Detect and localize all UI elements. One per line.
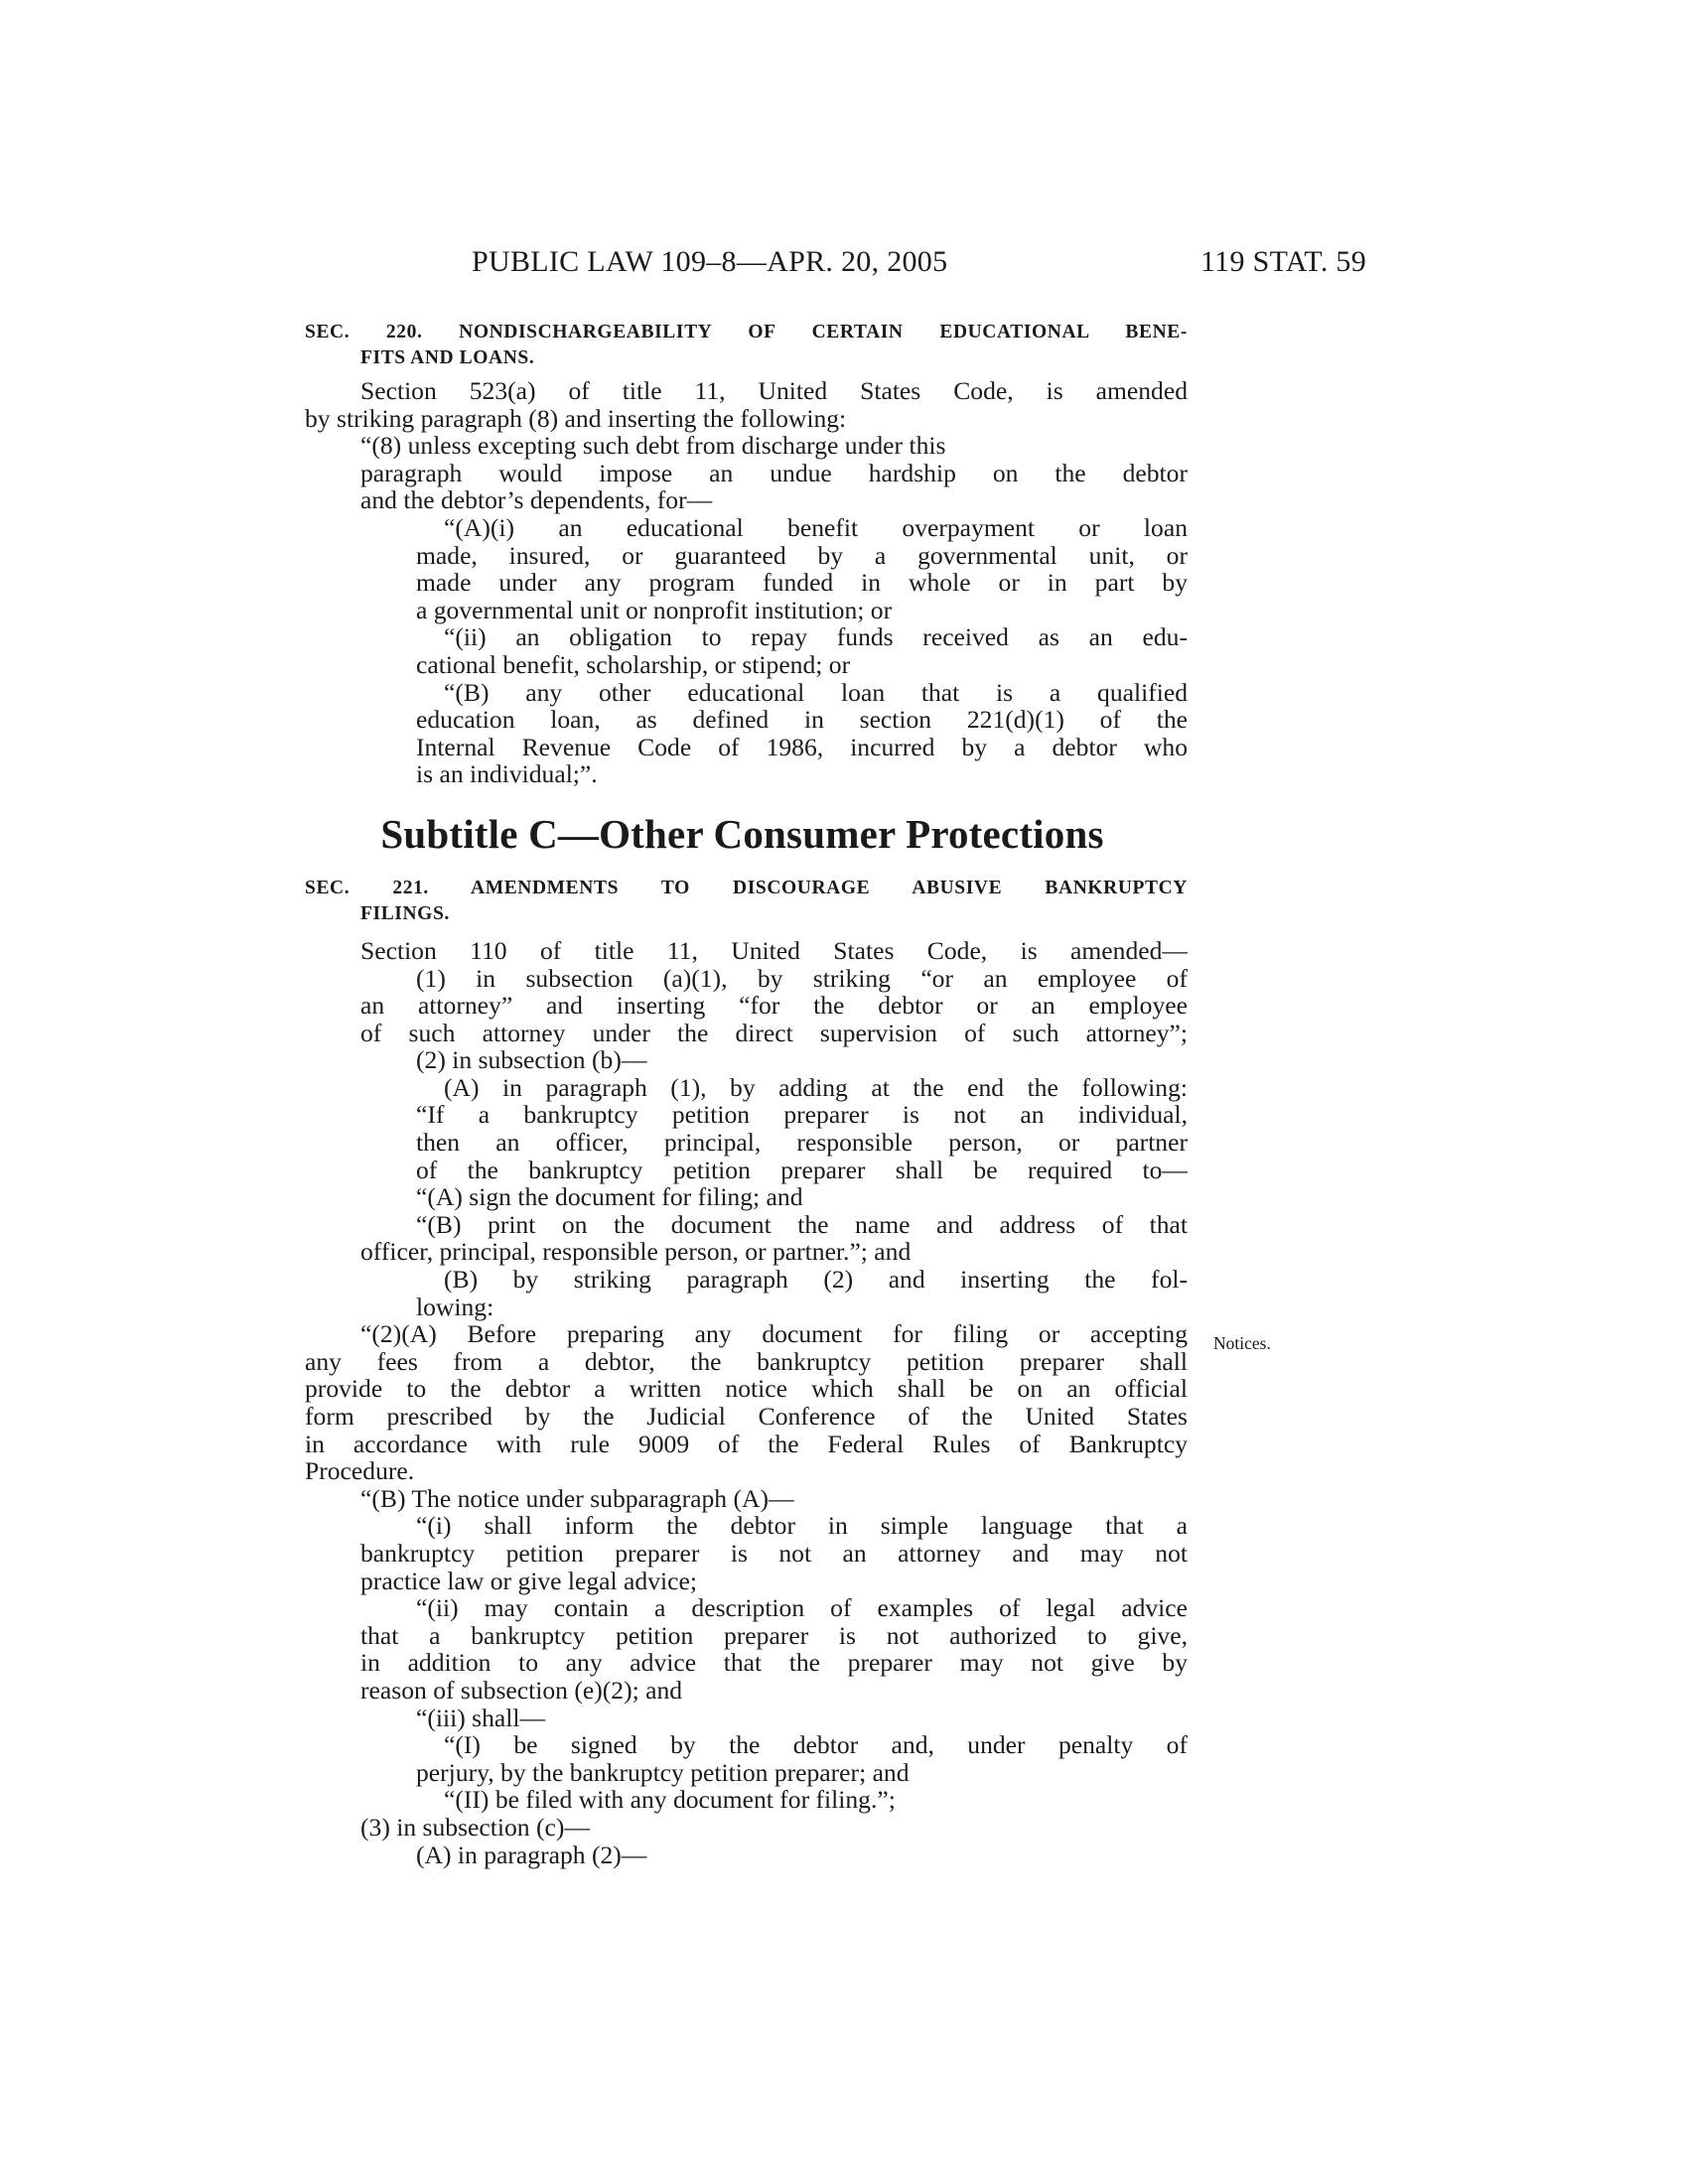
section-heading: SEC. 220. NONDISCHARGEABILITY OF CERTAIN EDUCATIONAL BENE-	[305, 322, 1188, 342]
text-line: “(A) sign the document for filing; and	[416, 1182, 803, 1212]
text-line: provide to the debtor a written notice which shall be on an official	[305, 1374, 1188, 1404]
body-column	[305, 320, 1188, 1868]
text-line: then an officer, principal, responsible person, or partner	[416, 1128, 1188, 1158]
text-line: “(2)(A) Before preparing any document for filing or accepting	[360, 1319, 1188, 1349]
running-head: PUBLIC LAW 109–8—APR. 20, 2005	[472, 245, 948, 278]
text-line: is an individual;”.	[416, 759, 598, 789]
text-line: any fees from a debtor, the bankruptcy petition preparer shall	[305, 1346, 1188, 1376]
section-221	[305, 876, 1188, 1868]
text-line: “(ii) may contain a description of examples of legal advice	[416, 1593, 1188, 1623]
text-line: “(B) any other educational loan that is a qualified	[444, 677, 1188, 707]
text-line: “(ii) an obligation to repay funds received as an edu-	[444, 622, 1188, 652]
text-line: Procedure.	[305, 1456, 415, 1486]
text-line: that a bankruptcy petition preparer is not authorized to give,	[360, 1620, 1188, 1650]
text-line: in addition to any advice that the preparer may not give by	[360, 1648, 1188, 1678]
text-line: in accordance with rule 9009 of the Federal Rules of Bankruptcy	[305, 1429, 1188, 1458]
text-line: reason of subsection (e)(2); and	[360, 1675, 683, 1705]
text-line: of such attorney under the direct supervision of such attorney”;	[360, 1018, 1188, 1047]
text-line: education loan, as defined in section 221(d)(1) of the	[416, 705, 1188, 735]
text-line: (A) in paragraph (2)—	[416, 1840, 647, 1869]
text-line: “(i) shall inform the debtor in simple language that a	[416, 1511, 1188, 1541]
text-line: practice law or give legal advice;	[360, 1566, 697, 1595]
section-heading-continued: FILINGS.	[360, 902, 450, 924]
margin-note: Notices.	[1213, 1333, 1271, 1353]
text-line: “(I) be signed by the debtor and, under penalty of	[444, 1730, 1188, 1760]
text-line: and the debtor’s dependents, for—	[360, 485, 713, 515]
text-line: Section 110 of title 11, United States Code, is amended—	[360, 935, 1188, 965]
text-line: form prescribed by the Judicial Conference of the United States	[305, 1402, 1188, 1431]
text-line: “(8) unless excepting such debt from discharge under this	[360, 431, 946, 461]
text-line: bankruptcy petition preparer is not an attorney and may not	[360, 1538, 1188, 1568]
text-line: perjury, by the bankruptcy petition preparer; and	[416, 1757, 910, 1787]
text-line: “(B) print on the document the name and address of that	[416, 1209, 1188, 1239]
subtitle-heading: Subtitle C—Other Consumer Protections	[380, 810, 1104, 857]
text-line: by striking paragraph (8) and inserting the following:	[305, 403, 847, 433]
page-header	[0, 245, 1688, 289]
text-line: a governmental unit or nonprofit institution; or	[416, 595, 893, 624]
section-heading: SEC. 221. AMENDMENTS TO DISCOURAGE ABUSIVE BANKRUPTCY	[305, 877, 1188, 898]
text-line: “(A)(i) an educational benefit overpayment or loan	[444, 512, 1188, 542]
text-line: officer, principal, responsible person, or partner.”; and	[360, 1237, 912, 1267]
section-220	[305, 320, 1188, 788]
text-line: Internal Revenue Code of 1986, incurred by a debtor who	[416, 732, 1188, 761]
text-line: Section 523(a) of title 11, United States Code, is amended	[360, 376, 1188, 405]
text-line: made under any program funded in whole or in part by	[416, 568, 1188, 598]
text-line: (3) in subsection (c)—	[360, 1812, 590, 1842]
text-line: “If a bankruptcy petition preparer is not an individual,	[416, 1100, 1188, 1130]
text-line: “(B) The notice under subparagraph (A)—	[360, 1483, 794, 1513]
text-line: of the bankruptcy petition preparer shall be required to—	[416, 1155, 1188, 1184]
text-line: cational benefit, scholarship, or stipend; or	[416, 649, 851, 679]
text-line: “(iii) shall—	[416, 1703, 546, 1732]
stat-page-number: 119 STAT. 59	[1200, 245, 1367, 278]
text-line: (B) by striking paragraph (2) and inserting the fol-	[444, 1265, 1188, 1295]
text-line: made, insured, or guaranteed by a governmental unit, or	[416, 540, 1188, 570]
text-line: (2) in subsection (b)—	[416, 1045, 647, 1075]
text-line: an attorney” and inserting “for the debtor or an employee	[360, 991, 1188, 1021]
text-line: (A) in paragraph (1), by adding at the end the following:	[444, 1072, 1188, 1102]
text-line: “(II) be filed with any document for filing.”;	[444, 1785, 896, 1815]
section-heading-continued: FITS AND LOANS.	[360, 347, 535, 368]
text-line: paragraph would impose an undue hardship on the debtor	[360, 458, 1188, 487]
text-line: lowing:	[416, 1292, 494, 1321]
text-line: (1) in subsection (a)(1), by striking “or an employee of	[416, 963, 1188, 993]
